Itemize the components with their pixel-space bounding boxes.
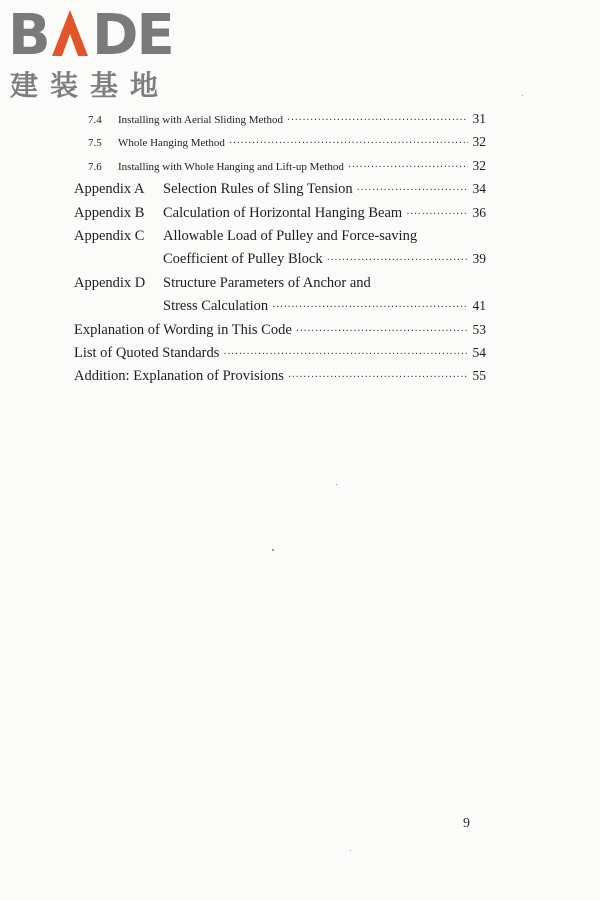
dot-leader <box>287 115 468 126</box>
toc-entry-appendix-d[interactable] <box>74 275 486 298</box>
toc-entry-explanation-wording[interactable] <box>74 322 486 345</box>
svg-text:DE: DE <box>92 4 173 62</box>
page-number: 9 <box>463 816 470 831</box>
scan-speck <box>272 549 274 551</box>
toc-number: 7.5 <box>88 137 102 150</box>
toc-page: 32 <box>472 157 486 173</box>
toc-entry-addition[interactable] <box>74 368 486 391</box>
toc-title-continued: Stress Calculation <box>163 298 269 315</box>
toc-page: 39 <box>472 251 486 267</box>
toc-title-continued: Coefficient of Pulley Block <box>163 251 323 268</box>
dot-leader <box>406 209 468 220</box>
bade-logo-mark <box>8 4 178 62</box>
dot-leader <box>229 138 468 149</box>
toc-page: 53 <box>472 321 486 337</box>
toc-page: 31 <box>472 111 486 126</box>
scan-speck <box>336 484 337 485</box>
toc-title: Selection Rules of Sling Tension <box>163 181 353 198</box>
toc-title: Allowable Load of Pulley and Force-saving <box>163 227 418 244</box>
toc-entry-appendix-d-continued[interactable] <box>74 298 486 321</box>
toc-title: Explanation of Wording in This Code <box>74 321 292 338</box>
toc-page: 54 <box>472 344 486 360</box>
toc-entry-7-6[interactable] <box>74 158 486 181</box>
toc-title: Installing with Whole Hanging and Lift-up Method <box>118 160 344 173</box>
toc-entry-quoted-standards[interactable] <box>74 345 486 368</box>
toc-page: 36 <box>472 204 486 220</box>
toc-page: 32 <box>472 134 486 150</box>
svg-text:B: B <box>8 4 49 62</box>
toc-title: Whole Hanging Method <box>118 137 225 150</box>
toc-title: Structure Parameters of Anchor and <box>163 274 371 291</box>
toc-entry-appendix-c[interactable] <box>74 228 486 251</box>
toc-number: Appendix B <box>74 204 145 221</box>
dot-leader <box>223 349 468 360</box>
toc-page: 41 <box>472 298 486 314</box>
toc-title: Calculation of Horizontal Hanging Beam <box>163 204 403 221</box>
toc-title: Installing with Aerial Sliding Method <box>118 114 283 126</box>
scan-speck <box>522 95 523 96</box>
toc-entry-7-4[interactable] <box>74 111 486 134</box>
dot-leader <box>348 162 468 173</box>
toc-title: List of Quoted Standards <box>74 344 220 361</box>
table-of-contents <box>74 111 486 392</box>
toc-entry-appendix-b[interactable] <box>74 205 486 228</box>
toc-page: 55 <box>472 368 486 384</box>
toc-number: Appendix D <box>74 274 146 291</box>
toc-entry-appendix-c-continued[interactable] <box>74 251 486 274</box>
dot-leader <box>288 372 468 383</box>
dot-leader <box>327 255 468 266</box>
toc-entry-appendix-a[interactable] <box>74 181 486 204</box>
toc-number: Appendix A <box>74 181 145 198</box>
toc-number: 7.4 <box>88 114 102 126</box>
toc-title: Addition: Explanation of Provisions <box>74 368 284 385</box>
toc-page: 34 <box>472 181 486 197</box>
dot-leader <box>272 302 468 313</box>
toc-entry-7-5[interactable] <box>74 134 486 157</box>
logo-chinese-text: 建装基地 <box>10 69 171 102</box>
bade-logo <box>8 4 178 102</box>
toc-number: Appendix C <box>74 227 145 244</box>
dot-leader <box>296 326 468 337</box>
dot-leader <box>357 185 468 196</box>
toc-number: 7.6 <box>88 160 102 173</box>
scan-speck <box>350 850 351 851</box>
